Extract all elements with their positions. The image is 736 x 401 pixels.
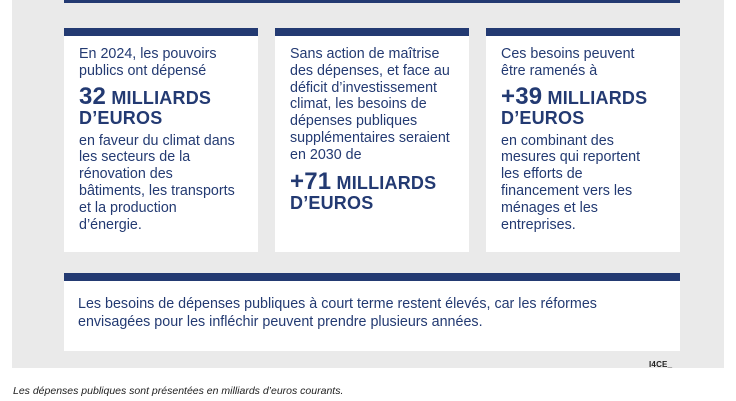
amount-unit-1: MILLIARDS	[547, 87, 648, 108]
i4ce-logo: I4CE_	[649, 360, 673, 369]
amount-value: +71	[290, 167, 332, 195]
amount-value: +39	[501, 82, 543, 110]
card-amount	[501, 82, 668, 128]
card-after: en combinant des mesures qui reportent les efforts de financement vers les ménages et les entreprises.	[501, 132, 641, 233]
amount-unit-2: D’EUROS	[79, 107, 163, 128]
card-intro: Sans action de maîtrise des dépenses, et face au déficit d’investissement climat, les besoins de dépenses publiques supplémentaires seraient en 2030 de	[290, 46, 450, 163]
top-accent-bar	[64, 0, 680, 3]
card-intro: En 2024, les pouvoirs publics ont dépensé	[79, 46, 217, 79]
amount-unit-2: D’EUROS	[290, 192, 374, 213]
figure-caption: Les dépenses publiques sont présentées en milliards d’euros courants.	[13, 385, 344, 397]
summary-box	[64, 273, 680, 351]
summary-text: Les besoins de dépenses publiques à court terme restent élevés, car les réformes envisagées pour les infléchir peuvent prendre plusieurs années.	[78, 296, 597, 330]
amount-unit-2: D’EUROS	[501, 107, 585, 128]
card-reduced-needs	[486, 28, 680, 252]
card-needs-2030	[275, 28, 469, 252]
amount-unit-1: MILLIARDS	[111, 87, 212, 108]
card-amount	[290, 167, 457, 213]
card-intro: Ces besoins peuvent être ramenés à	[501, 46, 635, 79]
amount-unit-1: MILLIARDS	[336, 172, 437, 193]
card-spending-2024	[64, 28, 258, 252]
card-amount	[79, 82, 246, 128]
card-after: en faveur du climat dans les secteurs de la rénovation des bâtiments, les transports et la production d’énergie.	[79, 132, 235, 233]
amount-value: 32	[79, 82, 107, 110]
